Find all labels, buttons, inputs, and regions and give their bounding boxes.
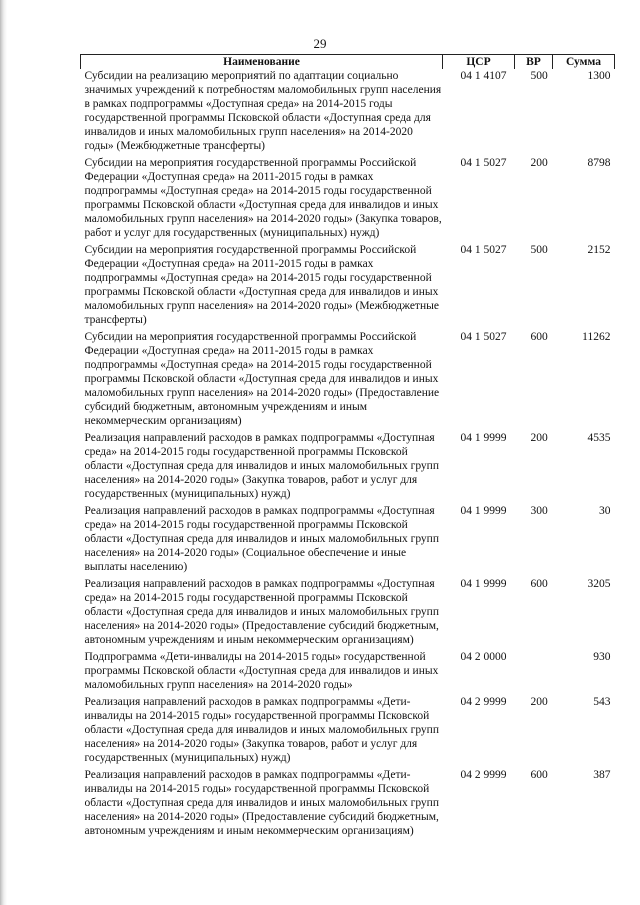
header-vr: ВР [515,55,553,70]
header-sum: Сумма [553,55,615,70]
row-name: Субсидии на реализацию мероприятий по адаптации социально значимых учреждений к потребностям маломобильных групп населения в рамках подпрограммы «Доступная среда» на 2014-2015 годы государственной программы Псковской области «Доступная среда для инвалидов и иных маломобильных групп населения» на 2014-2020 годы» (Межбюджетные трансферты) [84,70,442,152]
table-row [81,650,615,695]
row-name: Реализация направлений расходов в рамках подпрограммы «Доступная среда» на 2014-2015 годы государственной программы Псковской области «Доступная среда для инвалидов и иных маломобильных групп населения» на 2014-2020 годы» (Социальное обеспечение и иные выплаты населению) [84,505,439,573]
row-sum: 543 [593,696,611,708]
row-csr: 04 1 5027 [460,331,507,343]
row-vr: 500 [530,70,548,82]
row-name: Субсидии на мероприятия государственной программы Российской Федерации «Доступная среда» на 2011-2015 годы в рамках подпрограммы «Доступная среда» на 2014-2015 годы государственной программы Псковской области «Доступная среда для инвалидов и иных маломобильных групп населения» на 2014-2020 годы» (Предоставление субсидий бюджетным, автономным учреждениям и иным некоммерческим организациям) [84,331,440,427]
table-header-row [81,55,615,70]
row-sum: 4535 [587,432,611,444]
row-vr: 200 [530,157,548,169]
table-row [81,243,615,330]
row-name: Реализация направлений расходов в рамках подпрограммы «Доступная среда» на 2014-2015 годы государственной программы Псковской области «Доступная среда для инвалидов и иных маломобильных групп населения» на 2014-2020 годы» (Предоставление субсидий бюджетным, автономным учреждениям и иным некоммерческим организациям) [84,578,439,646]
row-csr: 04 1 4107 [460,70,507,82]
table-row [81,577,615,650]
row-sum: 30 [599,505,611,517]
row-name: Реализация направлений расходов в рамках подпрограммы «Дети-инвалиды на 2014-2015 годы» государственной программы Псковской области «Доступная среда для инвалидов и иных маломобильных групп населения» на 2014-2020 годы» (Закупка товаров, работ и услуг для государственных (муниципальных) нужд) [84,696,439,764]
row-csr: 04 1 9999 [460,578,507,590]
table-row [81,504,615,577]
row-sum: 1300 [587,70,611,82]
row-vr: 600 [530,769,548,781]
row-vr [515,650,553,695]
row-vr: 300 [530,505,548,517]
row-sum: 387 [593,769,611,781]
row-csr: 04 1 5027 [460,244,507,256]
header-csr: ЦСР [443,55,515,70]
header-name: Наименование [81,55,443,70]
row-sum: 2152 [587,244,611,256]
row-vr: 200 [530,696,548,708]
page-number: 29 [313,36,327,51]
row-vr: 600 [530,578,548,590]
scan-edge-shadow [0,0,7,905]
row-vr: 200 [530,432,548,444]
row-vr: 500 [530,244,548,256]
row-sum: 8798 [587,157,611,169]
row-csr: 04 1 9999 [460,432,507,444]
budget-table [80,54,615,841]
row-name: Подпрограмма «Дети-инвалиды на 2014-2015 годы» государственной программы Псковской области «Доступная среда для инвалидов и иных маломобильных групп населения» на 2014-2020 годы» [84,651,439,691]
row-sum: 11262 [582,331,611,343]
table-row [81,69,615,156]
table-row [81,768,615,841]
row-sum: 3205 [587,578,611,590]
row-csr: 04 1 5027 [460,157,507,169]
row-csr: 04 2 9999 [460,769,507,781]
row-name: Субсидии на мероприятия государственной программы Российской Федерации «Доступная среда» на 2011-2015 годы в рамках подпрограммы «Доступная среда» на 2014-2015 годы государственной программы Псковской области «Доступная среда для инвалидов и иных маломобильных групп населения» на 2014-2020 годы» (Межбюджетные трансферты) [84,244,439,326]
table-row [81,695,615,768]
row-csr: 04 1 9999 [460,505,507,517]
table-row [81,330,615,431]
table-row [81,156,615,243]
row-sum: 930 [593,651,611,663]
row-csr: 04 2 9999 [460,696,507,708]
row-name: Реализация направлений расходов в рамках подпрограммы «Дети-инвалиды на 2014-2015 годы» государственной программы Псковской области «Доступная среда для инвалидов и иных маломобильных групп населения» на 2014-2020 годы» (Предоставление субсидий бюджетным, автономным учреждениям и иным некоммерческим организациям) [84,769,439,837]
row-vr: 600 [530,331,548,343]
row-csr: 04 2 0000 [460,651,507,663]
row-name: Субсидии на мероприятия государственной программы Российской Федерации «Доступная среда» на 2011-2015 годы в рамках подпрограммы «Доступная среда» на 2014-2015 годы государственной программы Псковской области «Доступная среда для инвалидов и иных маломобильных групп населения» на 2014-2020 годы» (Закупка товаров, работ и услуг для государственных (муниципальных) нужд) [84,157,442,239]
row-name: Реализация направлений расходов в рамках подпрограммы «Доступная среда» на 2014-2015 годы государственной программы Псковской области «Доступная среда для инвалидов и иных маломобильных групп населения» на 2014-2020 годы» (Закупка товаров, работ и услуг для государственных (муниципальных) нужд) [84,432,439,500]
table-row [81,431,615,504]
